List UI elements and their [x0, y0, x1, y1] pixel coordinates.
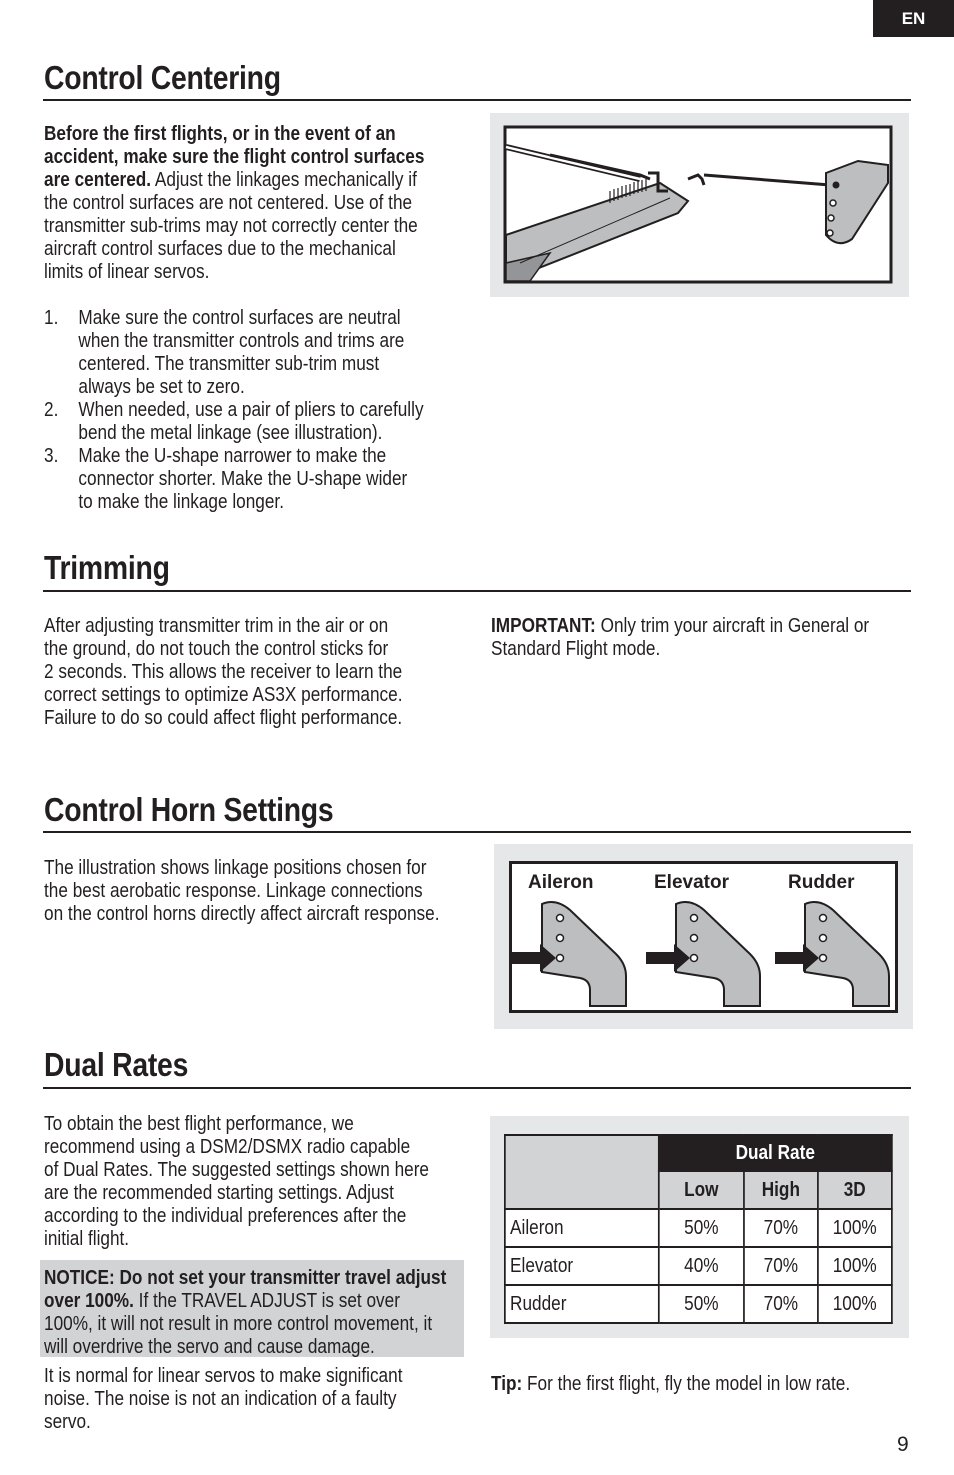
step-item — [44, 399, 448, 445]
dual-rate-table — [504, 1134, 893, 1324]
noise-line: noise. The noise is not an indication of a faulty — [44, 1388, 397, 1410]
intro-bold-line: are centered. — [44, 169, 152, 191]
important-label: IMPORTANT: — [491, 615, 596, 637]
table-corner-cell — [505, 1135, 659, 1209]
intro-line: aircraft control surfaces due to the mechanical — [44, 238, 396, 260]
language-tab — [873, 0, 954, 37]
step-line: when the transmitter controls and trims are — [78, 330, 405, 352]
column-header-high: High — [744, 1171, 817, 1209]
aileron-horn — [512, 902, 626, 1006]
table-cell: 50% — [659, 1209, 745, 1247]
step-number: 2. — [44, 399, 59, 421]
row-label: Rudder — [505, 1285, 659, 1323]
dual-rates-line: according to the individual preferences after the — [44, 1205, 407, 1227]
notice-line: If the TRAVEL ADJUST is set over — [133, 1290, 400, 1312]
linkage-illustration-panel — [490, 113, 909, 297]
page-number: 9 — [897, 1433, 909, 1456]
intro-line: Adjust the linkages mechanically if — [151, 169, 417, 191]
notice-bold-line: NOTICE: Do not set your transmitter travel adjust — [44, 1267, 447, 1289]
control-horn-illustration-panel — [494, 844, 913, 1029]
noise-line: servo. — [44, 1411, 91, 1433]
row-label: Elevator — [505, 1247, 659, 1285]
section-rule — [43, 1087, 911, 1089]
section-rule — [43, 831, 911, 833]
step-number: 3. — [44, 445, 59, 467]
linkage-illustration — [490, 113, 909, 297]
trimming-title: Trimming — [44, 549, 170, 586]
table-cell: 100% — [818, 1285, 892, 1323]
step-line: always be set to zero. — [78, 376, 245, 398]
column-header-3d: 3D — [818, 1171, 892, 1209]
step-item — [44, 445, 448, 514]
important-line: Only trim your aircraft in General or — [595, 615, 870, 637]
noise-line: It is normal for linear servos to make significant — [44, 1365, 403, 1387]
notice-bold-line: over 100%. — [44, 1290, 134, 1312]
dual-rates-line: To obtain the best flight performance, we — [44, 1113, 354, 1135]
notice-line: will overdrive the servo and cause damage. — [44, 1336, 375, 1358]
dual-rates-line: are the recommended starting settings. Adjust — [44, 1182, 394, 1204]
notice-text — [44, 1267, 446, 1359]
control-horn-line: The illustration shows linkage positions chosen for — [44, 857, 427, 879]
important-line: Standard Flight mode. — [491, 638, 661, 660]
control-horn-diagram — [494, 844, 913, 1029]
dual-rates-title: Dual Rates — [44, 1046, 189, 1083]
dual-rate-group-header: Dual Rate — [659, 1135, 892, 1171]
control-centering-steps — [44, 307, 448, 514]
trimming-line: Failure to do so could affect flight performance. — [44, 707, 403, 729]
tip-text — [491, 1373, 850, 1396]
table-cell: 100% — [818, 1209, 892, 1247]
step-line: Make sure the control surfaces are neutral — [78, 307, 401, 329]
table-header-row — [505, 1135, 892, 1171]
table-cell: 40% — [659, 1247, 745, 1285]
table-cell: 70% — [744, 1285, 817, 1323]
control-horn-text — [44, 857, 439, 926]
step-number: 1. — [44, 307, 59, 329]
dual-rates-line: recommend using a DSM2/DSMX radio capable — [44, 1136, 411, 1158]
intro-line: limits of linear servos. — [44, 261, 210, 283]
intro-bold-line: accident, make sure the flight control surfaces — [44, 146, 425, 168]
horn-label-aileron: Aileron — [528, 872, 594, 893]
intro-bold-line: Before the first flights, or in the event of an — [44, 123, 396, 145]
trimming-important — [491, 615, 869, 661]
step-line: centered. The transmitter sub-trim must — [78, 353, 380, 375]
control-horn-title: Control Horn Settings — [44, 791, 334, 828]
horn-label-rudder: Rudder — [788, 872, 855, 893]
control-centering-intro — [44, 123, 424, 284]
trimming-line: correct settings to optimize AS3X performance. — [44, 684, 403, 706]
trimming-line: the ground, do not touch the control sticks for — [44, 638, 389, 660]
table-row — [505, 1209, 892, 1247]
intro-line: the control surfaces are not centered. Use of the — [44, 192, 413, 214]
elevator-horn — [646, 902, 760, 1006]
section-rule — [43, 99, 911, 101]
noise-text — [44, 1365, 402, 1434]
tip-content: For the first flight, fly the model in low rate. — [522, 1373, 851, 1395]
row-label: Aileron — [505, 1209, 659, 1247]
dual-rate-table-panel — [490, 1116, 909, 1338]
control-horn-line: on the control horns directly affect aircraft response. — [44, 903, 440, 925]
tip-label: Tip: — [491, 1373, 523, 1395]
horn-label-elevator: Elevator — [654, 872, 729, 893]
trimming-text — [44, 615, 402, 730]
dual-rates-line: initial flight. — [44, 1228, 130, 1250]
step-line: bend the metal linkage (see illustration). — [78, 422, 383, 444]
intro-line: transmitter sub-trims may not correctly center the — [44, 215, 418, 237]
control-centering-title: Control Centering — [44, 59, 281, 96]
column-header-low: Low — [659, 1171, 745, 1209]
table-cell: 50% — [659, 1285, 745, 1323]
step-line: to make the linkage longer. — [78, 491, 284, 513]
step-line: connector shorter. Make the U-shape wider — [78, 468, 408, 490]
table-row — [505, 1285, 892, 1323]
notice-line: 100%, it will not result in more control movement, it — [44, 1313, 433, 1335]
dual-rates-line: of Dual Rates. The suggested settings shown here — [44, 1159, 430, 1181]
trimming-line: 2 seconds. This allows the receiver to learn the — [44, 661, 403, 683]
section-rule — [43, 590, 911, 592]
rudder-horn — [775, 902, 889, 1006]
step-line: When needed, use a pair of pliers to carefully — [78, 399, 424, 421]
trimming-line: After adjusting transmitter trim in the air or on — [44, 615, 389, 637]
dual-rates-intro — [44, 1113, 429, 1251]
table-cell: 70% — [744, 1209, 817, 1247]
control-horn-line: the best aerobatic response. Linkage connections — [44, 880, 423, 902]
table-row — [505, 1247, 892, 1285]
table-cell: 70% — [744, 1247, 817, 1285]
language-tab-label: EN — [901, 8, 926, 28]
step-line: Make the U-shape narrower to make the — [78, 445, 387, 467]
table-cell: 100% — [818, 1247, 892, 1285]
step-item — [44, 307, 448, 399]
